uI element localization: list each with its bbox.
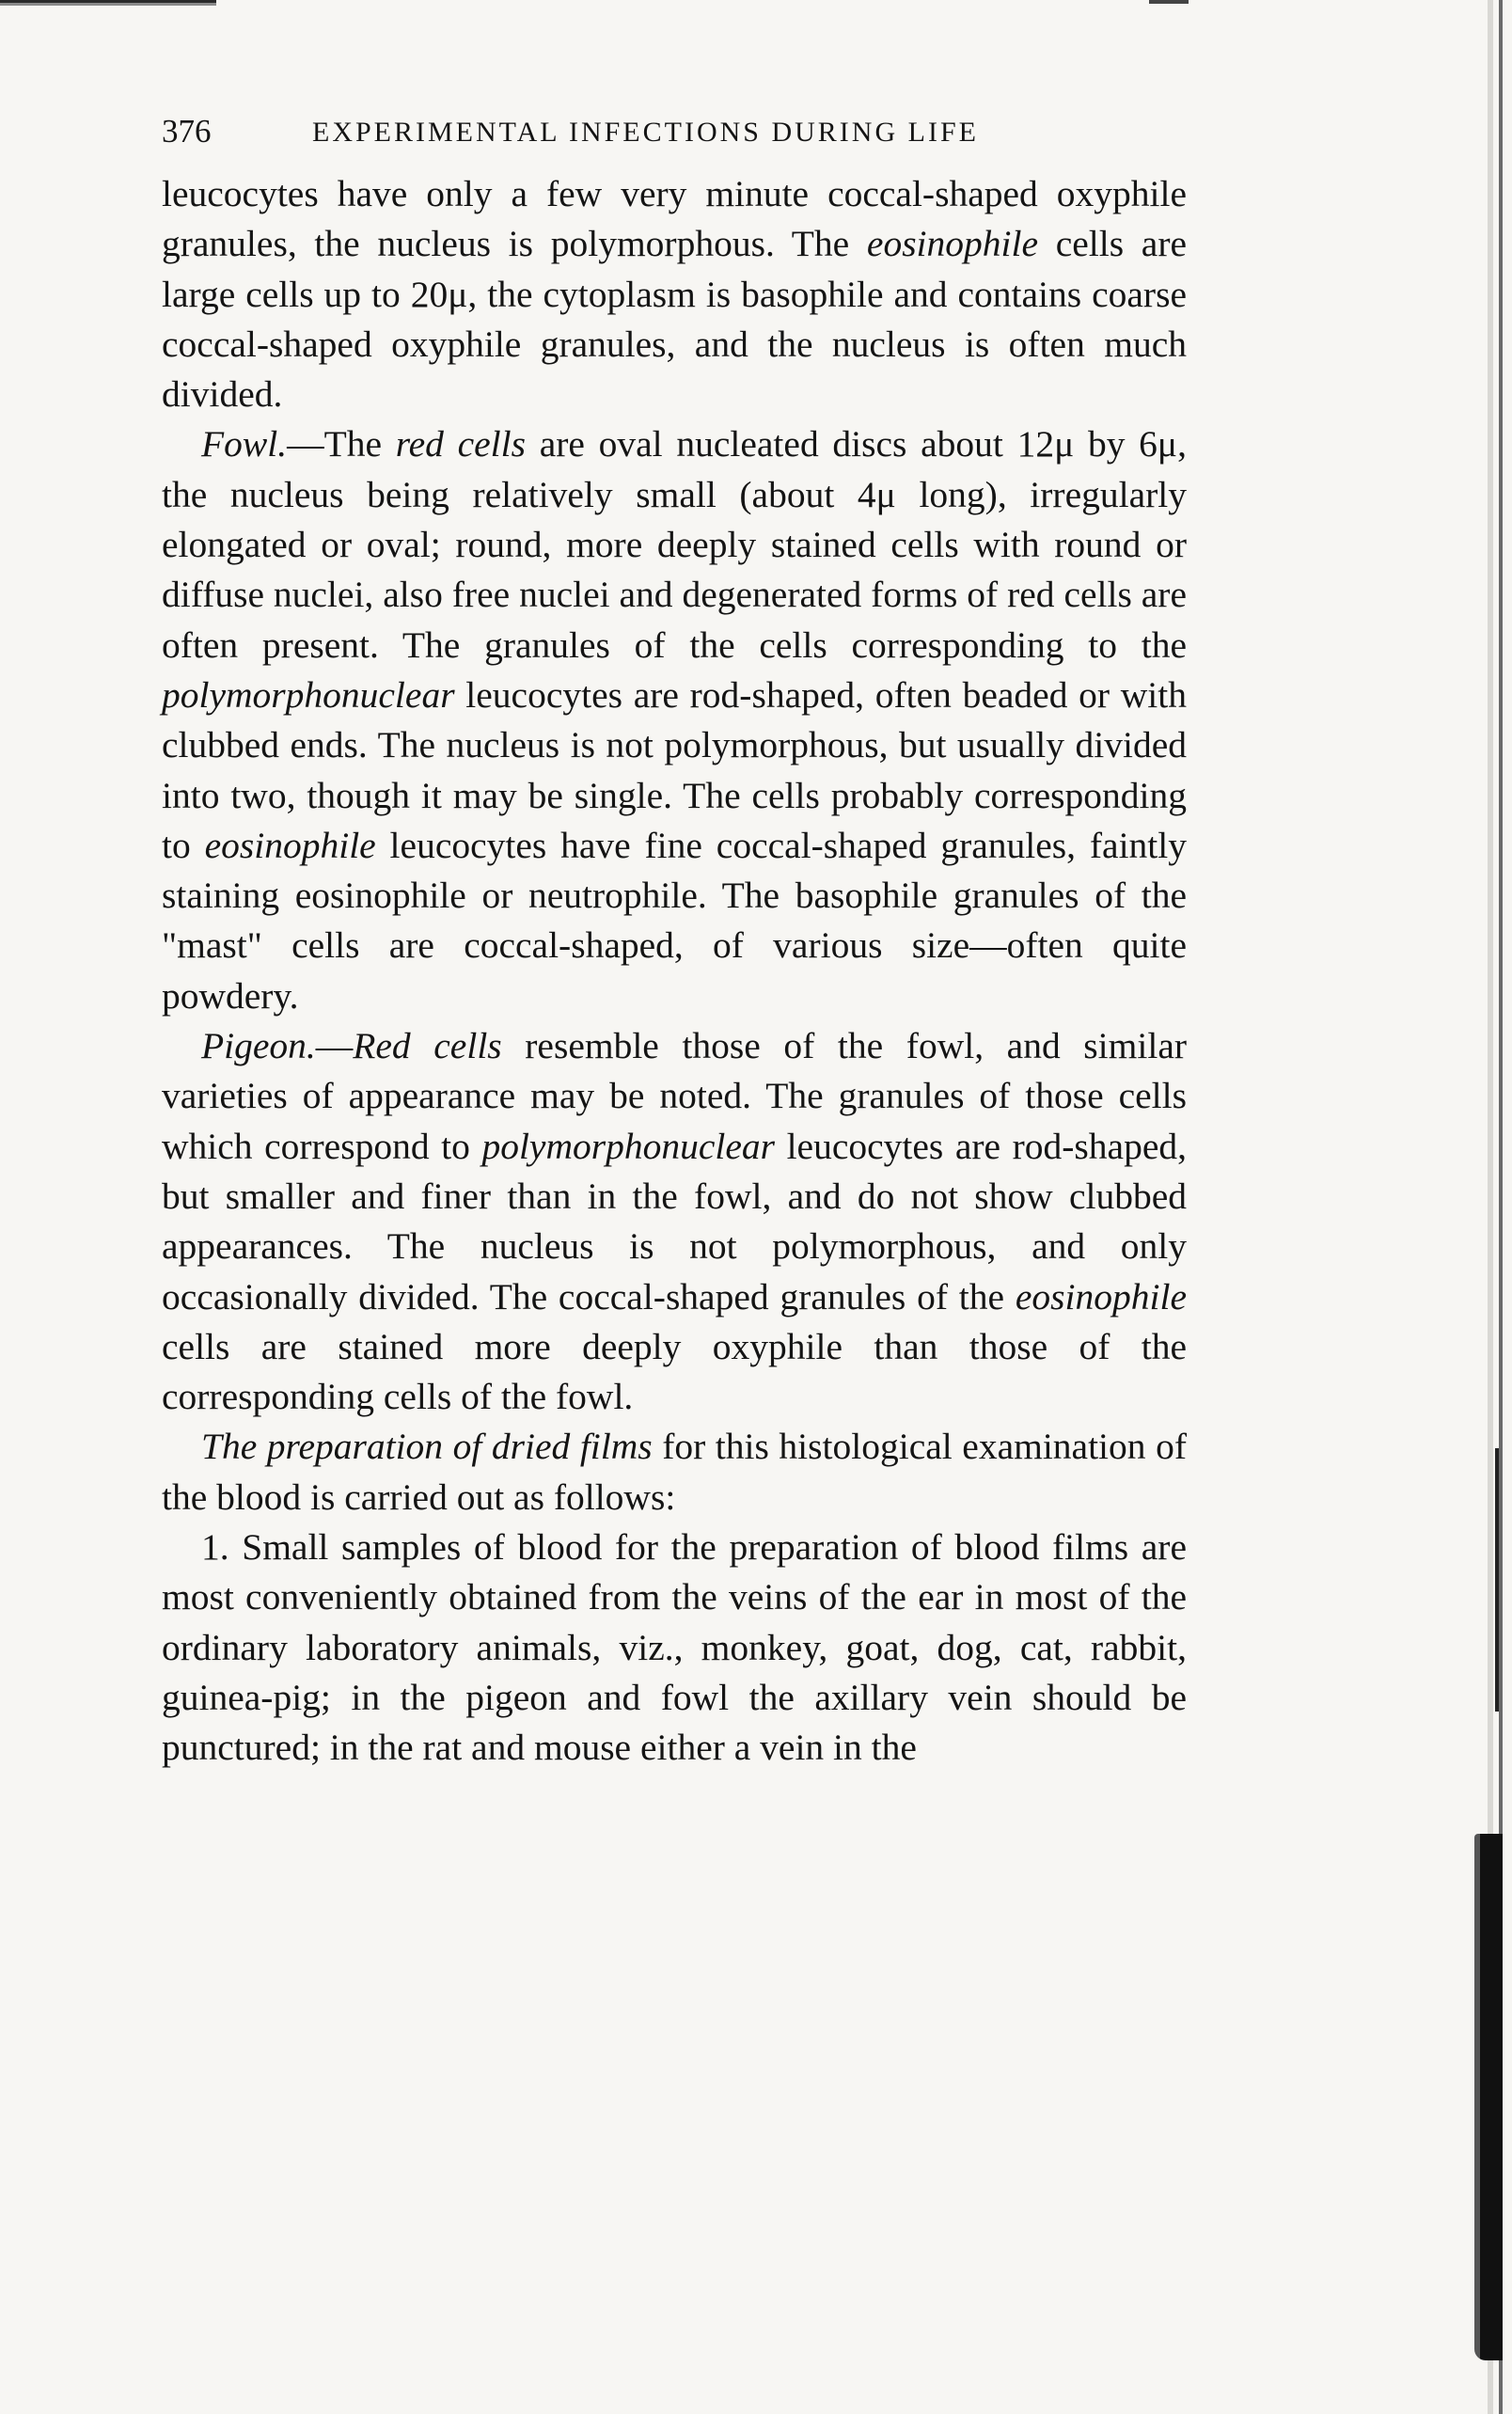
- text-run: resemble those of the fowl, and similar varieties of appearance may be noted. The granules of those cells which correspond to: [162, 1025, 1188, 1167]
- paragraph-3: [162, 1422, 1187, 1523]
- text-run: for this histological examination of the blood is carried out as follows:: [162, 1426, 1187, 1518]
- italic-text: polymorphonuclear: [162, 673, 455, 716]
- italic-text: Pigeon.: [201, 1025, 316, 1067]
- text-run: leucocytes are rod-shaped, often beaded or with clubbed ends. The nucleus is not polymorphous, but usually divided into two, though it may be single. The cells probably corresponding to: [162, 673, 1187, 866]
- italic-text: eosinophile: [866, 223, 1039, 265]
- body-text: [162, 169, 1187, 1774]
- text-run: leucocytes have fine coccal-shaped granules, faintly staining eosinophile or neutrophile. The basophile granules of the "mast" cells are coccal-shaped, of various size—often quite powdery.: [162, 824, 1187, 1017]
- scan-edge-top: [0, 0, 216, 9]
- italic-text: red cells: [395, 423, 526, 465]
- text-run: —: [315, 1025, 354, 1067]
- text-run: are oval nucleated discs about 12μ by 6μ, the nucleus being relatively small (about 4μ long), irregularly elongated or oval; round, more deeply stained cells with round or diffuse nuclei, also free nuclei and degenerated forms of red cells are often present. The granules of the cells corresponding to the: [162, 423, 1187, 666]
- italic-text: Red cells: [353, 1025, 502, 1067]
- text-run: cells are stained more deeply oxyphile than those of the corresponding cells of the fowl.: [162, 1325, 1187, 1418]
- italic-text: eosinophile: [1015, 1275, 1187, 1317]
- paragraph-1: [162, 419, 1187, 1021]
- paragraph-2: [162, 1021, 1187, 1422]
- book-page: [162, 113, 1187, 1774]
- text-run: cells are large cells up to 20μ, the cytoplasm is basophile and contains coarse coccal-shaped oxyphile granules, and the nucleus is often much divided.: [162, 223, 1188, 416]
- page-number: 376: [162, 113, 212, 150]
- italic-text: The preparation of dried films: [201, 1426, 653, 1468]
- paragraph-0: [162, 169, 1187, 419]
- text-run: leucocytes have only a few very minute coccal-shaped oxyphile granules, the nucleus is polymorphous. The: [162, 173, 1187, 265]
- scan-shadow-bottom: [1474, 1834, 1503, 2360]
- running-head-title: EXPERIMENTAL INFECTIONS DURING LIFE: [312, 117, 979, 148]
- text-run: —The: [287, 423, 396, 465]
- italic-text: eosinophile: [204, 824, 376, 866]
- scan-shadow-mid: [1495, 1448, 1499, 1712]
- italic-text: polymorphonuclear: [481, 1125, 776, 1167]
- paragraph-4: [162, 1523, 1187, 1773]
- running-head: [162, 113, 1187, 169]
- text-run: leucocytes are rod-shaped, but smaller and finer than in the fowl, and do not show clubbed appearances. The nucleus is not polymorphous, and only occasionally divided. The coccal-shaped granules of the: [162, 1125, 1187, 1317]
- scan-edge-top-right: [1149, 0, 1189, 8]
- italic-text: Fowl.: [201, 423, 288, 465]
- text-run: 1. Small samples of blood for the preparation of blood films are most conveniently obtained from the veins of the ear in most of the ordinary laboratory animals, viz., monkey, goat, dog, cat, rabbit, guinea-pig; in the pigeon and fowl the axillary vein should be punctured; in the rat and mouse either a vein in the: [162, 1526, 1187, 1769]
